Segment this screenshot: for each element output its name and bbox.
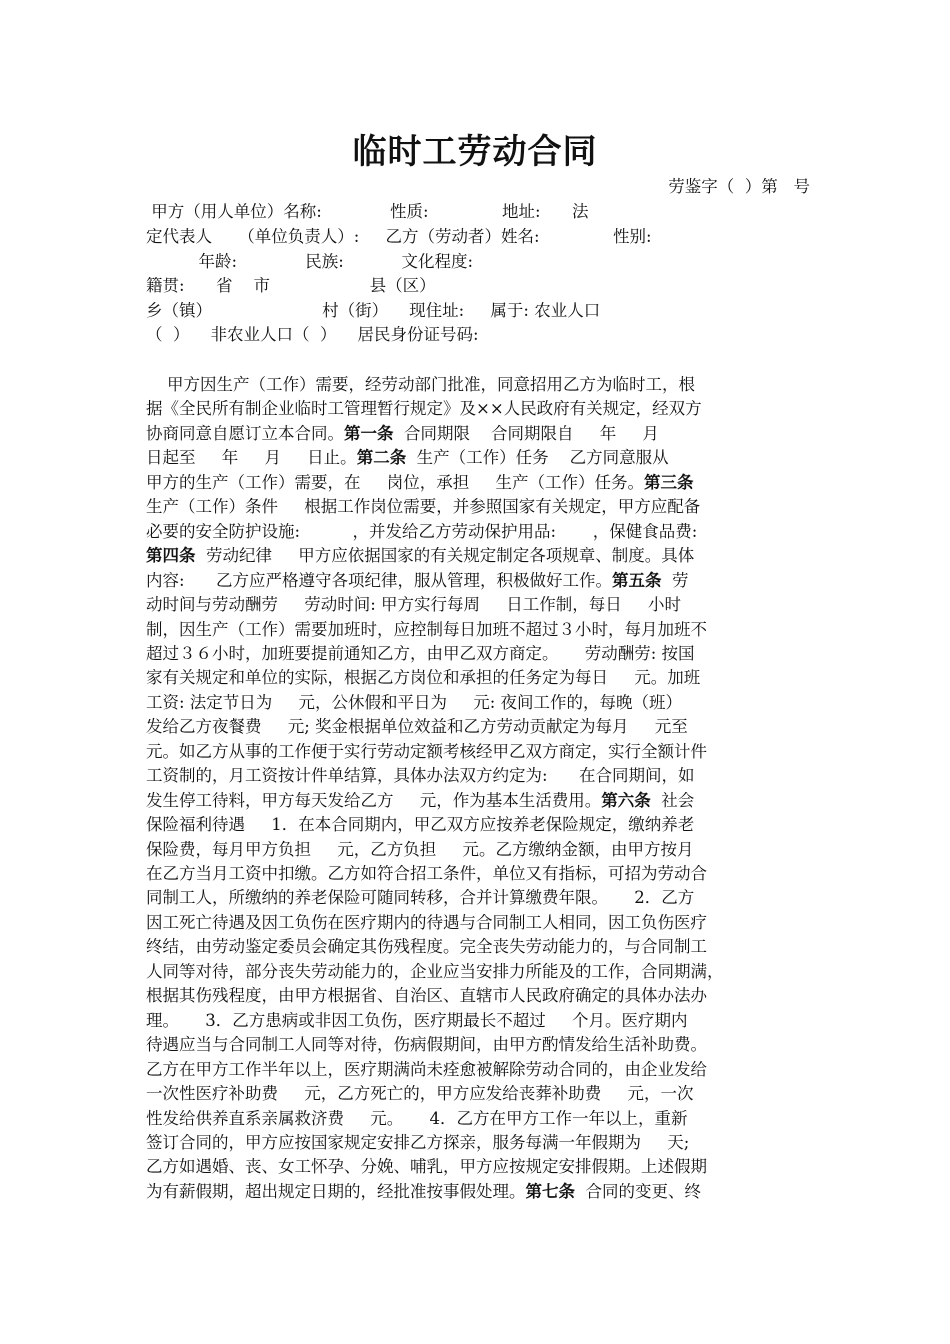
body-text: 劳动纪律 甲方应依据国家的有关规定制定各项规章、制度。具体 (195, 546, 695, 566)
body-line (146, 937, 810, 957)
body-line (146, 742, 810, 762)
body-line (146, 840, 810, 860)
body-text: 乙方在甲方工作半年以上，医疗期满尚未痊愈被解除劳动合同的，由企业发给 (146, 1059, 707, 1079)
article-heading: 第四条 (146, 546, 196, 566)
body-line (146, 497, 810, 517)
body-line (146, 1133, 810, 1153)
reference-number-line: 劳鉴字（ ）第 号 (668, 177, 810, 196)
body-text: 发生停工待料，甲方每天发给乙方 元，作为基本生活费用。 (146, 790, 602, 810)
body-line (146, 546, 810, 566)
article-heading: 第五条 (612, 570, 662, 590)
article-heading: 第六条 (601, 790, 651, 810)
body-line (146, 424, 810, 444)
body-line (146, 815, 810, 835)
body-text: 内容: 乙方应严格遵守各项纪律，服从管理，积极做好工作。 (146, 570, 613, 590)
body-text: 签订合同的，甲方应按国家规定安排乙方探亲，服务每满一年假期为 天; (146, 1132, 690, 1152)
body-text: 一次性医疗补助费 元，乙方死亡的，甲方应发给丧葬补助费 元，一次 (146, 1084, 694, 1103)
body-line (146, 962, 810, 982)
article-heading: 第七条 (525, 1181, 575, 1201)
body-text: 因工死亡待遇及因工负伤在医疗期内的待遇与合同制工人相同，因工负伤医疗 (146, 912, 707, 932)
body-text: 甲方的生产（工作）需要，在 岗位，承担 生产（工作）任务。 (146, 472, 644, 492)
header-line: 乡（镇） 村（街） 现住址: 属于: 农业人口 (146, 301, 601, 320)
header-line: 定代表人 （单位负责人）: 乙方（劳动者）姓名: 性别: (146, 227, 652, 246)
body-text: 工资: 法定节日为 元，公休假和平日为 元: 夜间工作的，每晚（班） (146, 692, 683, 712)
body-line (146, 1011, 810, 1031)
body-line (146, 986, 810, 1006)
body-line (146, 888, 810, 908)
body-text: 理。 3．乙方患病或非因工负伤，医疗期最长不超过 个月。医疗期内 (146, 1010, 688, 1030)
body-line (146, 717, 810, 737)
body-text: 劳 (661, 570, 689, 590)
body-line (146, 1157, 810, 1177)
header-line: 甲方（用人单位）名称: 性质: 地址: 法 (146, 202, 589, 221)
body-line (146, 1182, 810, 1202)
body-text: 同制工人，所缴纳的养老保险可随同转移，合并计算缴费年限。 2．乙方 (146, 888, 695, 908)
body-text: 动时间与劳动酬劳 劳动时间: 甲方实行每周 日工作制，每日 小时 (146, 595, 681, 614)
body-text: 甲方因生产（工作）需要，经劳动部门批准，同意招用乙方为临时工，根 (146, 375, 695, 394)
body-line (146, 1035, 810, 1055)
body-text: 待遇应当与合同制工人同等对待，伤病假期间，由甲方酌情发给生活补助费。 (146, 1035, 707, 1055)
body-text: 保险福利待遇 1．在本合同期内，甲乙双方应按养老保险规定，缴纳养老 (146, 815, 695, 835)
body-text: 终结，由劳动鉴定委员会确定其伤残程度。完全丧失劳动能力的，与合同制工 (146, 937, 707, 957)
body-line (146, 791, 810, 811)
body-line (146, 620, 810, 640)
article-heading: 第三条 (643, 472, 694, 492)
body-line (146, 375, 810, 395)
body-text: 在乙方当月工资中扣缴。乙方如符合招工条件，单位又有指标，可招为劳动合 (146, 864, 707, 883)
body-text: 协商同意自愿订立本合同。 (146, 423, 344, 443)
body-line (146, 1060, 810, 1080)
body-line (146, 448, 810, 468)
body-line (146, 1084, 810, 1104)
body-text: 生产（工作）任务 乙方同意服从 (406, 448, 669, 468)
body-text: 制，因生产（工作）需要加班时，应控制每日加班不超过３小时，每月加班不 (146, 619, 707, 639)
body-text: 为有薪假期，超出规定日期的，经批准按事假处理。 (146, 1181, 526, 1201)
body-line (146, 522, 810, 542)
body-line (146, 473, 810, 493)
body-text: 工资制的，月工资按计件单结算，具体办法双方约定为: 在合同期间，如 (146, 766, 695, 786)
body-line (146, 913, 810, 933)
body-line (146, 1109, 810, 1129)
body-text: 人同等对待，部分丧失劳动能力的，企业应当安排力所能及的工作，合同期满， (146, 961, 724, 981)
body-line (146, 595, 810, 615)
body-text: 社会 (650, 790, 695, 810)
article-heading: 第一条 (344, 423, 394, 443)
body-text: 据《全民所有制企业临时工管理暂行规定》及××人民政府有关规定，经双方 (146, 399, 702, 419)
body-line (146, 766, 810, 786)
header-line: 年龄: 民族: 文化程度: (146, 252, 474, 271)
body-text: 根据其伤残程度，由甲方根据省、自治区、直辖市人民政府确定的具体办法办 (146, 986, 707, 1006)
document-title: 临时工劳动合同 (352, 132, 598, 172)
body-line (146, 571, 810, 591)
header-line: 籍贯: 省 市 县（区） (146, 276, 436, 295)
article-heading: 第二条 (356, 448, 407, 468)
body-text: 合同的变更、终 (575, 1181, 701, 1201)
body-text: 保险费，每月甲方负担 元，乙方负担 元。乙方缴纳金额，由甲方按月 (146, 839, 694, 859)
header-line: （ ） 非农业人口（ ） 居民身份证号码: (146, 325, 479, 344)
body-text: 超过３６小时，加班要提前通知乙方，由甲乙双方商定。 劳动酬劳: 按国 (146, 644, 695, 663)
body-line (146, 693, 810, 713)
body-text: 合同期限 合同期限自 年 月 (393, 423, 659, 443)
body-text: 乙方如遇婚、丧、女工怀孕、分娩、哺乳，甲方应按规定安排假期。上述假期 (146, 1157, 707, 1177)
body-text: 元。如乙方从事的工作便于实行劳动定额考核经甲乙双方商定，实行全额计件 (146, 741, 707, 761)
body-text: 生产（工作）条件 根据工作岗位需要，并参照国家有关规定，甲方应配备 (146, 497, 701, 517)
body-text: 发给乙方夜餐费 元; 奖金根据单位效益和乙方劳动贡献定为每月 元至 (146, 717, 688, 737)
body-line (146, 668, 810, 688)
body-line (146, 864, 810, 884)
body-text: 日起至 年 月 日止。 (146, 448, 357, 468)
body-line (146, 644, 810, 664)
body-line (146, 399, 810, 419)
body-text: 性发给供养直系亲属救济费 元。 4．乙方在甲方工作一年以上，重新 (146, 1108, 688, 1128)
body-text: 必要的安全防护设施: ，并发给乙方劳动保护用品: ，保健食品费: (146, 521, 698, 541)
body-text: 家有关规定和单位的实际，根据乙方岗位和承担的任务定为每日 元。加班 (146, 668, 701, 688)
